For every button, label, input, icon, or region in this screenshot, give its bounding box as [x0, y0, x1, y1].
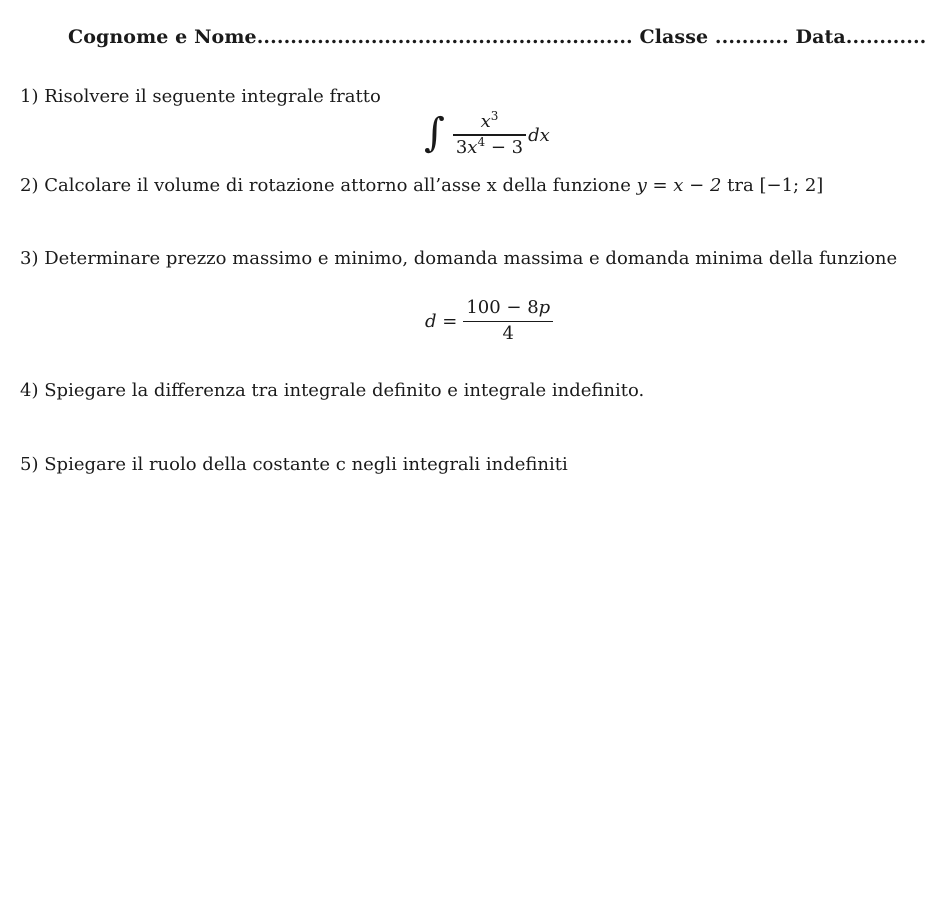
- question-text: Spiegare la differenza tra integrale definito e integrale indefinito.: [44, 380, 645, 401]
- class-label: Classe: [639, 26, 709, 48]
- demand-variable: p: [538, 297, 551, 318]
- question-text: Determinare prezzo massimo e minimo, domanda massima e domanda minima della funzione: [44, 248, 898, 269]
- question-2: [20, 175, 823, 196]
- name-dots: ........................................................: [256, 26, 633, 48]
- numerator-exponent: 3: [490, 108, 499, 123]
- demand-lhs: d =: [425, 310, 458, 332]
- name-label: Cognome e Nome: [68, 26, 257, 48]
- denominator-rest: − 3: [485, 136, 524, 158]
- question-number: 4): [20, 380, 39, 401]
- question-3: [20, 248, 897, 269]
- class-dots: ...........: [714, 26, 789, 48]
- question-number: 3): [20, 248, 39, 269]
- denominator-variable: x: [467, 136, 478, 158]
- question-1: [20, 86, 381, 107]
- date-label: Data: [795, 26, 846, 48]
- question-4: [20, 380, 644, 401]
- demand-numerator: 100 − 8p: [466, 297, 551, 318]
- denominator-coefficient: 3: [455, 136, 468, 158]
- question-number: 1): [20, 86, 39, 107]
- denominator-exponent: 4: [477, 134, 486, 149]
- integral-differential: dx: [528, 124, 550, 146]
- integral-denominator: [453, 134, 526, 159]
- integral-numerator: [478, 108, 502, 133]
- integral-fraction: [453, 108, 526, 159]
- demand-denominator: 4: [502, 322, 514, 344]
- question-text: Calcolare il volume di rotazione attorno all’asse x della funzione: [44, 175, 631, 196]
- integral-formula: [424, 106, 550, 164]
- question-number: 2): [20, 175, 39, 196]
- date-dots: ............: [845, 26, 926, 48]
- interval: [−1; 2]: [759, 175, 824, 196]
- demand-fraction: [463, 298, 553, 345]
- student-header: [68, 26, 926, 48]
- numerator-base: x: [480, 110, 491, 132]
- fraction-bar: [463, 321, 553, 322]
- question-5: [20, 454, 568, 475]
- question-number: 5): [20, 454, 39, 475]
- fraction-bar: [453, 134, 526, 135]
- question-text: Risolvere il seguente integrale fratto: [44, 86, 381, 107]
- question-text: Spiegare il ruolo della costante c negli integrali indefiniti: [44, 454, 568, 475]
- integral-sign: ∫: [424, 110, 445, 156]
- function-formula: y = x − 2: [636, 175, 722, 196]
- demand-formula: [425, 298, 555, 345]
- range-word: tra: [727, 175, 754, 196]
